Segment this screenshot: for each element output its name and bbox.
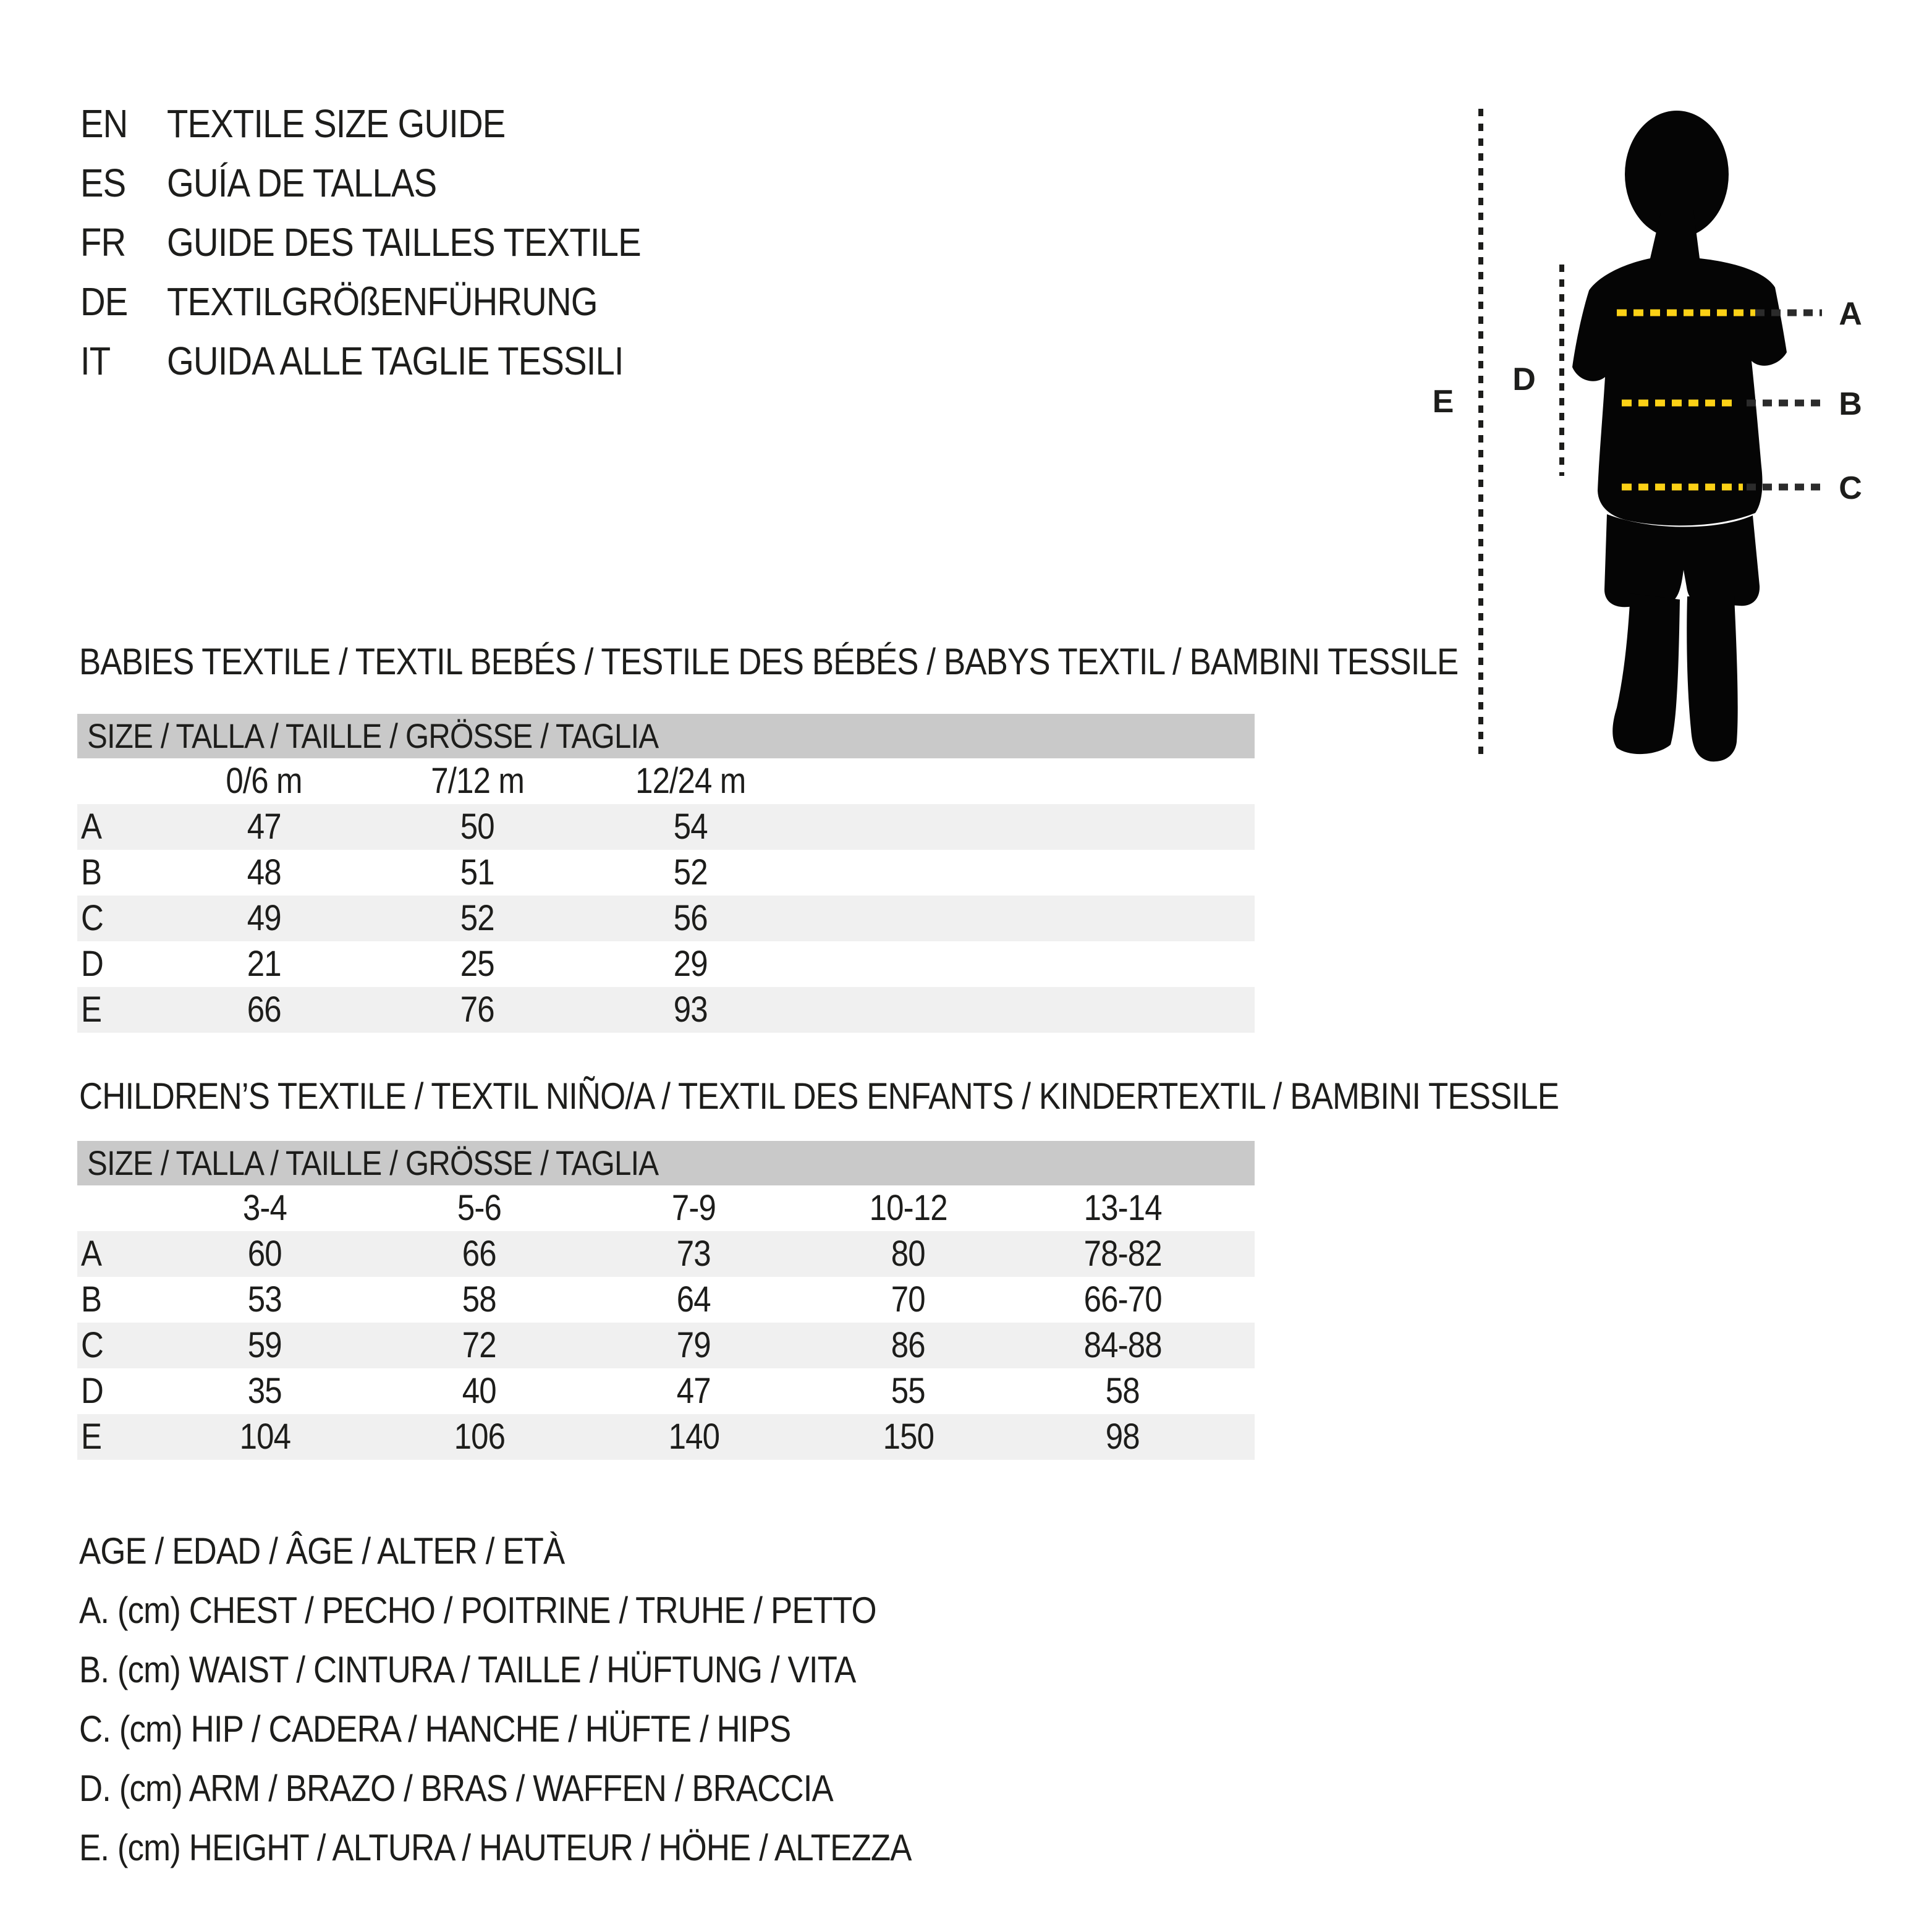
column-header-cell [372, 1185, 587, 1231]
column-header-cell [158, 758, 371, 804]
column-header-text: 0/6 m [226, 761, 303, 801]
column-header-text: 13-14 [1083, 1188, 1162, 1228]
column-header-cell [371, 758, 584, 804]
row-label-cell [77, 1231, 158, 1277]
babies-size-table [77, 714, 1255, 1033]
size-value: 98 [1105, 1417, 1140, 1457]
size-cell [372, 1277, 587, 1323]
spacer-cell [797, 850, 1255, 896]
silhouette-shorts [1604, 514, 1760, 607]
row-label-cell [77, 804, 158, 850]
spacer-cell [77, 758, 158, 804]
row-label-text: C [81, 898, 103, 938]
size-value: 66 [462, 1234, 496, 1274]
size-cell [371, 987, 584, 1033]
column-header-text: 7-9 [671, 1188, 716, 1228]
row-label-text: A [81, 807, 102, 847]
language-row [80, 213, 705, 272]
legend-text: C. (cm) HIP / CADERA / HANCHE / HÜFTE / HIPS [79, 1708, 791, 1750]
row-label-cell [77, 987, 158, 1033]
size-value: 58 [462, 1279, 496, 1320]
size-value: 51 [460, 852, 494, 892]
size-value: 59 [247, 1325, 282, 1365]
size-cell [801, 1277, 1015, 1323]
table-row [77, 850, 1255, 896]
size-cell [584, 850, 797, 896]
size-value: 78-82 [1083, 1234, 1162, 1274]
row-label-text: D [81, 944, 103, 984]
spacer-cell [77, 1185, 158, 1231]
children-section-title-text: CHILDREN’S TEXTILE / TEXTIL NIÑO/A / TEXTIL DES ENFANTS / KINDERTEXTIL / BAMBINI TESSILE [79, 1075, 1559, 1117]
row-label-text: A [81, 1234, 102, 1274]
size-cell [158, 896, 371, 941]
size-value: 70 [891, 1279, 925, 1320]
babies-section-title-text: BABIES TEXTILE / TEXTIL BEBÉS / TESTILE DES BÉBÉS / BABYS TEXTIL / BAMBINI TESSILE [79, 641, 1459, 682]
language-row [80, 94, 705, 153]
language-title-list [80, 94, 705, 391]
size-cell [158, 1414, 372, 1460]
language-row [80, 272, 705, 331]
size-cell [587, 1231, 801, 1277]
size-value: 140 [668, 1417, 719, 1457]
size-value: 150 [883, 1417, 934, 1457]
spacer-cell [1230, 1414, 1255, 1460]
size-value: 54 [673, 807, 708, 847]
row-label-cell [77, 1368, 158, 1414]
size-value: 79 [676, 1325, 711, 1365]
size-value: 64 [676, 1279, 711, 1320]
row-label-cell [77, 1323, 158, 1368]
table-row [77, 1231, 1255, 1277]
size-value: 55 [891, 1371, 925, 1411]
legend-text: B. (cm) WAIST / CINTURA / TAILLE / HÜFTUNG / VITA [79, 1649, 856, 1690]
size-value: 104 [239, 1417, 290, 1457]
size-value: 35 [247, 1371, 282, 1411]
size-value: 73 [676, 1234, 711, 1274]
size-cell [371, 804, 584, 850]
size-cell [587, 1277, 801, 1323]
size-cell [801, 1414, 1015, 1460]
size-cell [158, 1323, 372, 1368]
spacer-cell [797, 987, 1255, 1033]
size-cell [587, 1414, 801, 1460]
language-code: DE [80, 279, 128, 324]
table-row [77, 1277, 1255, 1323]
size-cell [587, 1368, 801, 1414]
size-cell [371, 896, 584, 941]
children-column-header-row [77, 1185, 1255, 1231]
chest-label: A [1839, 296, 1862, 332]
language-title: TEXTILE SIZE GUIDE [167, 101, 506, 146]
table-row [77, 1414, 1255, 1460]
column-header-cell [158, 1185, 372, 1231]
row-label-text: E [81, 989, 102, 1030]
legend-text: E. (cm) HEIGHT / ALTURA / HAUTEUR / HÖHE / ALTEZZA [79, 1827, 912, 1868]
size-cell [372, 1368, 587, 1414]
legend-chest-line [79, 1581, 1025, 1640]
children-section-title [79, 1077, 1761, 1116]
column-header-text: 3-4 [242, 1188, 287, 1228]
size-cell [158, 1368, 372, 1414]
table-row [77, 987, 1255, 1033]
legend-height-line [79, 1818, 1025, 1878]
size-cell [1015, 1277, 1230, 1323]
size-cell [1015, 1231, 1230, 1277]
size-value: 60 [247, 1234, 282, 1274]
row-label-text: C [81, 1325, 103, 1365]
row-label-cell [77, 1277, 158, 1323]
spacer-cell [1230, 1185, 1255, 1231]
column-header-cell [1015, 1185, 1230, 1231]
size-value: 52 [673, 852, 708, 892]
row-label-text: B [81, 852, 102, 892]
size-cell [584, 804, 797, 850]
spacer-cell [797, 896, 1255, 941]
size-cell [801, 1231, 1015, 1277]
language-title: TEXTILGRÖßENFÜHRUNG [167, 279, 598, 324]
size-header-text: SIZE / TALLA / TAILLE / GRÖSSE / TAGLIA [87, 1143, 659, 1182]
size-cell [1015, 1368, 1230, 1414]
spacer-cell [797, 804, 1255, 850]
language-title: GUÍA DE TALLAS [167, 161, 437, 205]
legend-text: A. (cm) CHEST / PECHO / POITRINE / TRUHE / PETTO [79, 1590, 876, 1631]
column-header-text: 5-6 [457, 1188, 502, 1228]
size-value: 76 [460, 989, 494, 1030]
spacer-cell [1230, 1277, 1255, 1323]
size-value: 93 [673, 989, 708, 1030]
language-row [80, 331, 705, 391]
size-cell [584, 941, 797, 987]
size-value: 40 [462, 1371, 496, 1411]
measurement-figure [1409, 87, 1932, 816]
babies-column-header-row [77, 758, 1255, 804]
size-cell [158, 987, 371, 1033]
size-cell [801, 1368, 1015, 1414]
size-value: 80 [891, 1234, 925, 1274]
language-row [80, 153, 705, 213]
size-value: 29 [673, 944, 708, 984]
size-cell [371, 941, 584, 987]
waist-label: B [1839, 386, 1862, 422]
size-cell [372, 1414, 587, 1460]
size-cell [158, 941, 371, 987]
size-cell [584, 987, 797, 1033]
size-value: 106 [454, 1417, 505, 1457]
size-header-text: SIZE / TALLA / TAILLE / GRÖSSE / TAGLIA [87, 716, 659, 755]
legend-age-line [79, 1522, 1025, 1581]
size-cell [1015, 1323, 1230, 1368]
language-code: ES [80, 161, 126, 205]
table-row [77, 896, 1255, 941]
column-header-text: 7/12 m [431, 761, 524, 801]
size-value: 72 [462, 1325, 496, 1365]
size-value: 84-88 [1083, 1325, 1162, 1365]
legend-arm-line [79, 1759, 1025, 1818]
size-cell [372, 1323, 587, 1368]
size-value: 47 [676, 1371, 711, 1411]
silhouette-torso [1572, 210, 1787, 525]
babies-section-title [79, 643, 1646, 681]
spacer-cell [1230, 1231, 1255, 1277]
spacer-cell [797, 758, 1255, 804]
size-cell [158, 804, 371, 850]
column-header-cell [584, 758, 797, 804]
row-label-text: E [81, 1417, 102, 1457]
size-cell [372, 1231, 587, 1277]
size-value: 21 [247, 944, 281, 984]
row-label-text: D [81, 1371, 103, 1411]
table-row [77, 804, 1255, 850]
size-value: 86 [891, 1325, 925, 1365]
silhouette-right-leg [1687, 596, 1737, 761]
language-code: FR [80, 220, 126, 265]
table-row [77, 1323, 1255, 1368]
children-size-table [77, 1141, 1255, 1460]
row-label-text: B [81, 1279, 102, 1320]
hip-label: C [1839, 470, 1862, 506]
size-value: 66-70 [1083, 1279, 1162, 1320]
row-label-cell [77, 941, 158, 987]
legend-waist-line [79, 1640, 1025, 1700]
size-value: 25 [460, 944, 494, 984]
arm-label: D [1512, 362, 1536, 397]
row-label-cell [77, 850, 158, 896]
language-code: IT [80, 339, 111, 383]
size-value: 66 [247, 989, 281, 1030]
size-cell [158, 1277, 372, 1323]
size-value: 58 [1105, 1371, 1140, 1411]
table-row [77, 941, 1255, 987]
language-title: GUIDE DES TAILLES TEXTILE [167, 220, 641, 265]
size-header-bar [77, 1141, 1255, 1185]
legend-hip-line [79, 1700, 1025, 1759]
row-label-cell [77, 896, 158, 941]
size-value: 52 [460, 898, 494, 938]
size-value: 56 [673, 898, 708, 938]
column-header-cell [587, 1185, 801, 1231]
size-cell [158, 1231, 372, 1277]
language-title: GUIDA ALLE TAGLIE TESSILI [167, 339, 624, 383]
spacer-cell [1230, 1368, 1255, 1414]
size-cell [371, 850, 584, 896]
size-cell [1015, 1414, 1230, 1460]
spacer-cell [1230, 1323, 1255, 1368]
size-value: 47 [247, 807, 281, 847]
size-value: 53 [247, 1279, 282, 1320]
size-cell [158, 850, 371, 896]
legend-text: AGE / EDAD / ÂGE / ALTER / ETÀ [79, 1530, 565, 1572]
size-cell [584, 896, 797, 941]
column-header-text: 10-12 [869, 1188, 947, 1228]
size-header-bar [77, 714, 1255, 758]
measurement-legend [79, 1522, 1025, 1878]
size-value: 50 [460, 807, 494, 847]
language-code: EN [80, 101, 128, 146]
size-cell [587, 1323, 801, 1368]
size-cell [801, 1323, 1015, 1368]
legend-text: D. (cm) ARM / BRAZO / BRAS / WAFFEN / BRACCIA [79, 1768, 833, 1809]
size-value: 49 [247, 898, 281, 938]
spacer-cell [797, 941, 1255, 987]
row-label-cell [77, 1414, 158, 1460]
table-row [77, 1368, 1255, 1414]
size-value: 48 [247, 852, 281, 892]
column-header-text: 12/24 m [635, 761, 746, 801]
height-label: E [1432, 384, 1454, 420]
column-header-cell [801, 1185, 1015, 1231]
